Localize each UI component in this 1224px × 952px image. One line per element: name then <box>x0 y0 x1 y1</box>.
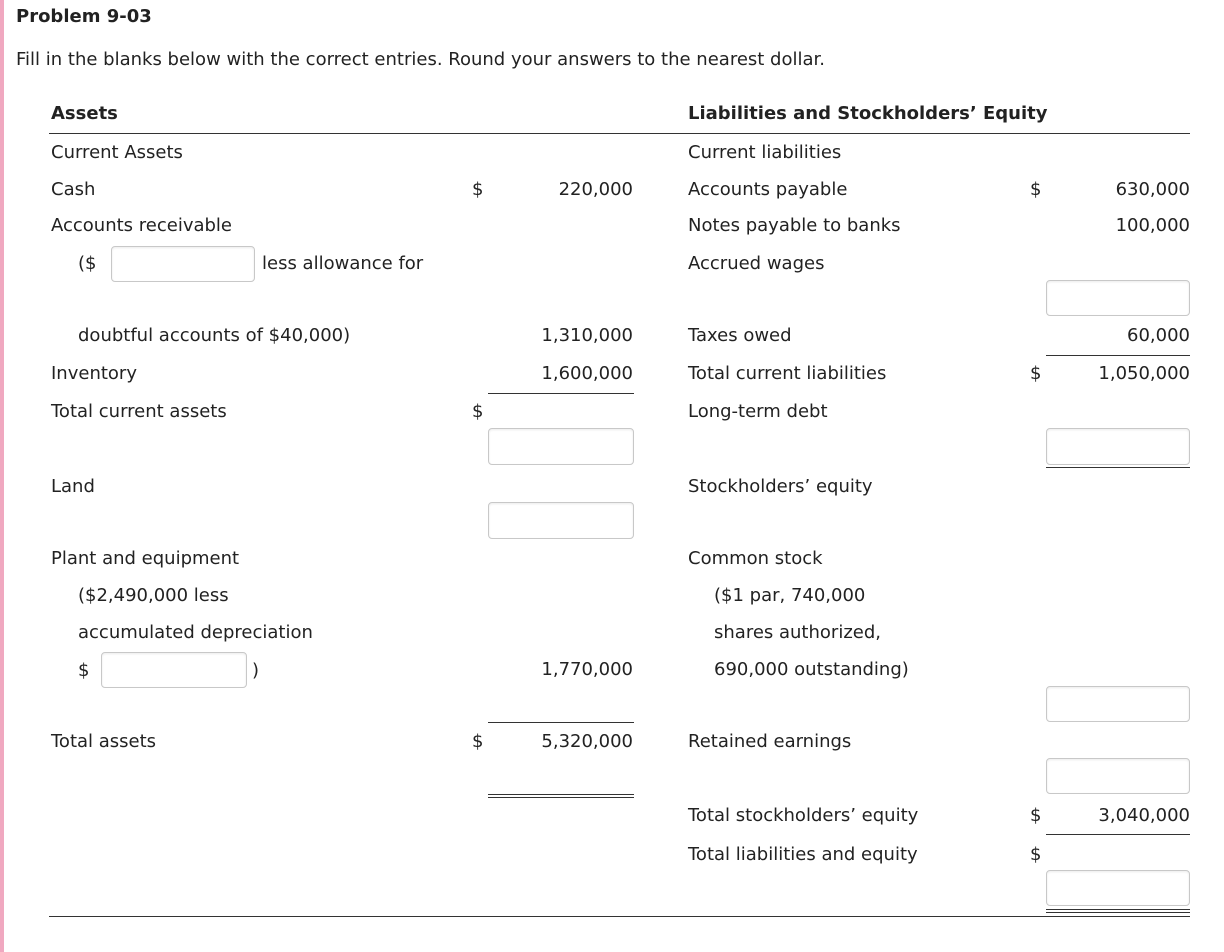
common-stock-input[interactable] <box>1046 686 1190 722</box>
accrued-wages-input[interactable] <box>1046 280 1190 316</box>
current-assets-label: Current Assets <box>51 142 183 163</box>
common-stock-line2: ($1 par, 740,000 <box>714 585 866 606</box>
retained-earnings-label: Retained earnings <box>688 731 852 752</box>
total-current-assets-input[interactable] <box>488 428 634 465</box>
total-current-liabilities-value: 1,050,000 <box>1098 363 1190 384</box>
common-stock-line3: shares authorized, <box>714 622 881 643</box>
ar-paren-open: ($ <box>78 253 97 274</box>
bottom-rule <box>49 916 1190 917</box>
total-current-assets-currency: $ <box>472 401 484 422</box>
accumulated-depreciation-input[interactable] <box>101 652 247 688</box>
cash-value: 220,000 <box>558 179 633 200</box>
total-assets-value: 5,320,000 <box>541 731 633 752</box>
left-accent-bar <box>0 0 4 952</box>
instructions: Fill in the blanks below with the correct entries. Round your answers to the nearest dollar. <box>16 49 825 70</box>
total-se-value: 3,040,000 <box>1098 805 1190 826</box>
inventory-value: 1,600,000 <box>541 363 633 384</box>
total-current-liabilities-label: Total current liabilities <box>688 363 887 384</box>
ar-value: 1,310,000 <box>541 325 633 346</box>
taxes-underline <box>1046 355 1190 356</box>
total-assets-double-rule-2 <box>488 797 634 798</box>
wages-label: Accrued wages <box>688 253 825 274</box>
long-term-debt-underline <box>1046 467 1190 468</box>
stockholders-equity-label: Stockholders’ equity <box>688 476 873 497</box>
plant-value: 1,770,000 <box>541 659 633 680</box>
ar-gross-input[interactable] <box>111 246 255 282</box>
ap-label: Accounts payable <box>688 179 848 200</box>
plant-line3: accumulated depreciation <box>78 622 313 643</box>
plant-underline <box>488 722 634 723</box>
total-assets-double-rule-1 <box>488 794 634 795</box>
inventory-label: Inventory <box>51 363 137 384</box>
total-current-liabilities-currency: $ <box>1030 363 1042 384</box>
problem-title: Problem 9-03 <box>16 6 152 27</box>
long-term-debt-label: Long-term debt <box>688 401 828 422</box>
current-liabilities-label: Current liabilities <box>688 142 842 163</box>
total-le-currency: $ <box>1030 844 1042 865</box>
land-label: Land <box>51 476 95 497</box>
taxes-label: Taxes owed <box>688 325 792 346</box>
plant-line2: ($2,490,000 less <box>78 585 229 606</box>
cash-label: Cash <box>51 179 96 200</box>
notes-value: 100,000 <box>1115 215 1190 236</box>
total-le-double-rule-1 <box>1046 909 1190 910</box>
ar-doubtful-label: doubtful accounts of $40,000) <box>78 325 351 346</box>
heading-rule <box>49 133 1190 134</box>
total-current-assets-label: Total current assets <box>51 401 227 422</box>
common-stock-line4: 690,000 outstanding) <box>714 659 909 680</box>
common-stock-label: Common stock <box>688 548 823 569</box>
land-input[interactable] <box>488 502 634 539</box>
total-se-currency: $ <box>1030 805 1042 826</box>
total-le-input[interactable] <box>1046 870 1190 906</box>
plant-dep-currency: $ <box>78 660 90 681</box>
ap-currency: $ <box>1030 179 1042 200</box>
cash-currency: $ <box>472 179 484 200</box>
taxes-value: 60,000 <box>1127 325 1190 346</box>
retained-earnings-input[interactable] <box>1046 758 1190 794</box>
total-assets-currency: $ <box>472 731 484 752</box>
ar-label: Accounts receivable <box>51 215 233 236</box>
plant-paren-close: ) <box>252 660 260 681</box>
total-le-double-rule-2 <box>1046 912 1190 913</box>
total-le-label: Total liabilities and equity <box>688 844 918 865</box>
liabilities-heading: Liabilities and Stockholders’ Equity <box>688 103 1048 124</box>
total-se-underline <box>1046 834 1190 835</box>
ar-less-label: less allowance for <box>262 253 424 274</box>
assets-heading: Assets <box>51 103 118 124</box>
inventory-underline <box>488 393 634 394</box>
long-term-debt-input[interactable] <box>1046 428 1190 465</box>
ap-value: 630,000 <box>1115 179 1190 200</box>
notes-label: Notes payable to banks <box>688 215 901 236</box>
total-se-label: Total stockholders’ equity <box>688 805 919 826</box>
plant-label: Plant and equipment <box>51 548 240 569</box>
total-assets-label: Total assets <box>51 731 157 752</box>
